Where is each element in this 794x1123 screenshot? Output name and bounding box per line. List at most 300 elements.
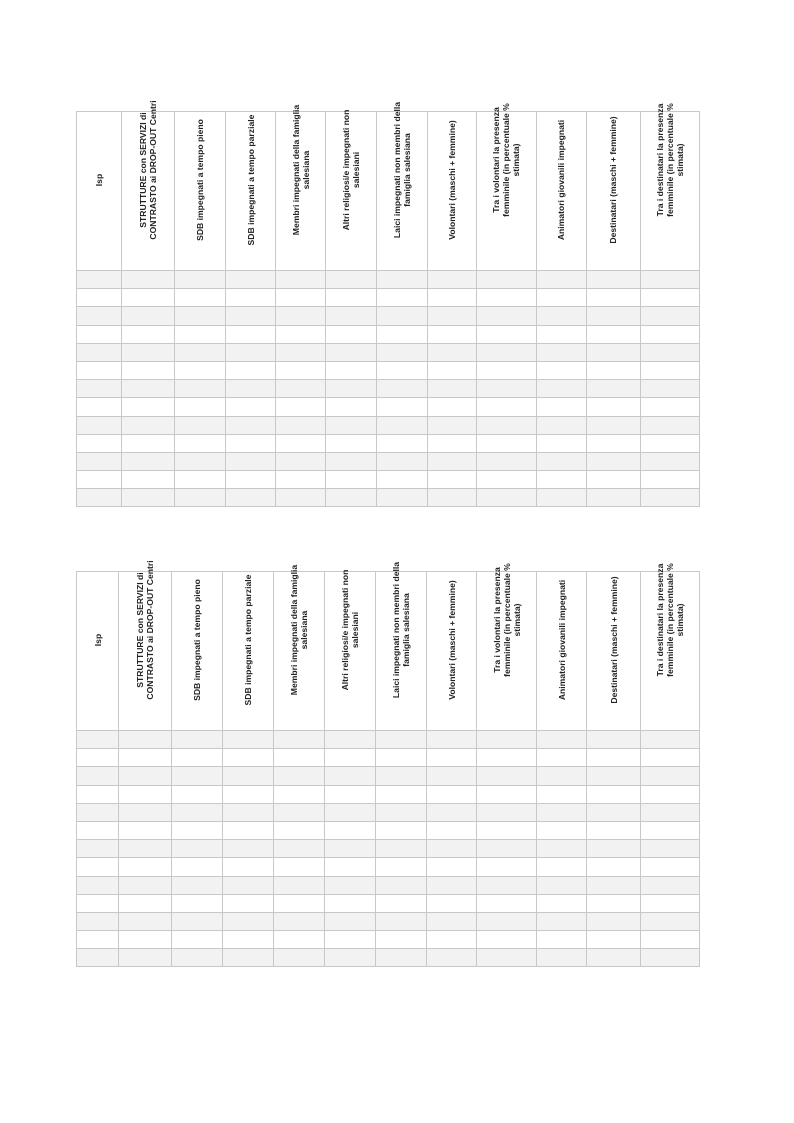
table-cell (119, 894, 172, 912)
table-cell (376, 749, 427, 767)
table-cell (587, 821, 641, 839)
table-cell (376, 821, 427, 839)
table-cell (427, 452, 476, 470)
table-cell (586, 380, 640, 398)
table-cell (274, 803, 325, 821)
column-header-label: Animatori giovanili impegnati (556, 119, 567, 241)
table-cell (172, 949, 223, 967)
table-cell (77, 380, 122, 398)
table-cell (476, 271, 536, 289)
table-row (77, 325, 700, 343)
table-cell (226, 325, 276, 343)
table-cell (122, 380, 175, 398)
table-cell (276, 489, 326, 507)
table-cell (427, 289, 476, 307)
column-header-label: Volontari (maschi + femmine) (446, 580, 457, 700)
table-cell (536, 325, 586, 343)
table-cell (640, 471, 699, 489)
table-cell (377, 398, 427, 416)
table-cell (536, 307, 586, 325)
table-cell (119, 876, 172, 894)
table-cell (427, 325, 476, 343)
table-cell (122, 271, 175, 289)
table-cell (586, 452, 640, 470)
table-cell (476, 398, 536, 416)
table-cell (276, 361, 326, 379)
table-cell (326, 289, 377, 307)
table-row (77, 840, 700, 858)
table-cell (640, 343, 699, 361)
table-cell (326, 416, 377, 434)
table-cell (536, 471, 586, 489)
column-header-label: STRUTTURE con SERVIZI di CONTRASTO ai DROP-OUT Centri (135, 560, 155, 700)
table-cell (377, 361, 427, 379)
column-header-label: Destinatari (maschi + femmine) (608, 576, 619, 704)
table-row (77, 731, 700, 749)
table-cell (77, 876, 119, 894)
table-cell (119, 931, 172, 949)
column-header-label: Tra i destinatari la presenza femminile (in percentuale % stimata) (654, 103, 685, 217)
table-cell (274, 767, 325, 785)
table-cell (477, 876, 537, 894)
table-cell (223, 785, 274, 803)
table-cell (536, 361, 586, 379)
table-cell (122, 416, 175, 434)
table-cell (175, 416, 226, 434)
table-cell (77, 731, 119, 749)
table-cell (274, 840, 325, 858)
table-cell (376, 785, 427, 803)
column-header (172, 572, 223, 731)
table-cell (274, 912, 325, 930)
table-cell (223, 894, 274, 912)
table-cell (274, 949, 325, 967)
table-cell (376, 931, 427, 949)
table-cell (377, 416, 427, 434)
table-row (77, 307, 700, 325)
column-header (427, 112, 476, 271)
table-cell (276, 271, 326, 289)
table-cell (326, 271, 377, 289)
column-header-label: Altri religiosi/e impegnati non salesiani (341, 109, 362, 231)
column-header-label: Tra i volontari la presenza femminile (in percentuale % stimata) (491, 103, 522, 217)
table-cell (477, 858, 537, 876)
column-header (586, 112, 640, 271)
table-cell (587, 894, 641, 912)
table-cell (427, 471, 476, 489)
column-header (223, 572, 274, 731)
table-cell (641, 840, 700, 858)
column-header (274, 564, 325, 731)
table-cell (77, 821, 119, 839)
table-cell (377, 471, 427, 489)
table-cell (640, 489, 699, 507)
table-cell (641, 876, 700, 894)
table-cell (175, 325, 226, 343)
table-cell (325, 785, 376, 803)
table-cell (587, 767, 641, 785)
table-cell (427, 416, 476, 434)
table-cell (276, 471, 326, 489)
table-cell (640, 289, 699, 307)
table-row (77, 343, 700, 361)
column-header-label: STRUTTURE con SERVIZI di CONTRASTO ai DROP-OUT Centri (138, 100, 159, 240)
table-cell (77, 271, 122, 289)
table-cell (477, 931, 537, 949)
table-cell (175, 271, 226, 289)
table-cell (326, 452, 377, 470)
table-cell (172, 894, 223, 912)
table-cell (476, 361, 536, 379)
table-cell (586, 398, 640, 416)
table-cell (175, 398, 226, 416)
table-cell (325, 894, 376, 912)
table-cell (223, 840, 274, 858)
table-cell (325, 821, 376, 839)
table-cell (326, 361, 377, 379)
table-cell (376, 949, 427, 967)
table-cell (175, 289, 226, 307)
table-cell (376, 858, 427, 876)
data-table-2 (76, 560, 700, 967)
table-cell (377, 489, 427, 507)
table-cell (274, 749, 325, 767)
table-cell (427, 271, 476, 289)
table-cell (536, 416, 586, 434)
table-cell (274, 894, 325, 912)
table-cell (77, 452, 122, 470)
table-cell (376, 840, 427, 858)
table-cell (325, 876, 376, 894)
table-cell (377, 452, 427, 470)
table-cell (122, 489, 175, 507)
table-cell (226, 398, 276, 416)
table-cell (377, 325, 427, 343)
table-cell (427, 949, 477, 967)
table-cell (476, 489, 536, 507)
table-cell (122, 361, 175, 379)
table-cell (641, 949, 700, 967)
table-row (77, 380, 700, 398)
table-cell (326, 489, 377, 507)
table-cell (119, 749, 172, 767)
table-cell (427, 749, 477, 767)
table-cell (326, 307, 377, 325)
table-cell (476, 380, 536, 398)
column-header (119, 560, 172, 731)
table-cell (537, 894, 587, 912)
table-cell (640, 271, 699, 289)
column-header (122, 100, 175, 271)
column-header-label: SDB impegnati a tempo parziale (245, 114, 256, 246)
table-cell (325, 803, 376, 821)
table-cell (476, 343, 536, 361)
table-cell (587, 840, 641, 858)
data-table-1 (76, 100, 700, 507)
column-header (640, 103, 699, 271)
table-cell (427, 398, 476, 416)
table-cell (226, 434, 276, 452)
table-cell (119, 767, 172, 785)
table-cell (640, 434, 699, 452)
column-header (537, 572, 587, 731)
table-cell (536, 380, 586, 398)
table-cell (641, 931, 700, 949)
table-cell (122, 325, 175, 343)
table-cell (77, 416, 122, 434)
table-cell (640, 380, 699, 398)
table-cell (325, 912, 376, 930)
table-cell (325, 931, 376, 949)
table-cell (276, 307, 326, 325)
table-cell (537, 821, 587, 839)
column-header-label: Altri religiosi/e impegnati non salesiani (340, 569, 360, 691)
table-cell (427, 912, 477, 930)
table-cell (122, 471, 175, 489)
column-header (175, 112, 226, 271)
table-cell (427, 803, 477, 821)
table-cell (586, 416, 640, 434)
table-cell (77, 289, 122, 307)
header-row (77, 112, 700, 271)
table-cell (274, 821, 325, 839)
table-cell (376, 894, 427, 912)
table-cell (427, 821, 477, 839)
table-cell (175, 307, 226, 325)
table-cell (537, 785, 587, 803)
table-cell (276, 380, 326, 398)
table-cell (175, 434, 226, 452)
table-cell (172, 876, 223, 894)
column-header (476, 103, 536, 271)
table-cell (77, 894, 119, 912)
table-cell (477, 731, 537, 749)
table-cell (326, 325, 377, 343)
table-row (77, 785, 700, 803)
table-cell (537, 840, 587, 858)
table-cell (476, 434, 536, 452)
table-cell (226, 471, 276, 489)
table-cell (77, 931, 119, 949)
table-cell (641, 894, 700, 912)
table-cell (172, 840, 223, 858)
table-cell (276, 289, 326, 307)
table-cell (223, 858, 274, 876)
table-row (77, 821, 700, 839)
column-header-label: Isp (92, 633, 103, 647)
column-header (477, 563, 537, 731)
table-cell (223, 749, 274, 767)
table-cell (477, 912, 537, 930)
table-cell (476, 307, 536, 325)
table-cell (376, 767, 427, 785)
table-cell (326, 380, 377, 398)
header-row (77, 572, 700, 731)
table-cell (537, 876, 587, 894)
table-cell (119, 785, 172, 803)
table-cell (477, 749, 537, 767)
table-cell (223, 731, 274, 749)
column-header-label: SDB impegnati a tempo pieno (195, 119, 206, 241)
table-row (77, 471, 700, 489)
table-row (77, 434, 700, 452)
table-cell (377, 289, 427, 307)
table-cell (119, 840, 172, 858)
table-cell (477, 803, 537, 821)
column-header-label: Tra i destinatari la presenza femminile (in percentuale % stimata) (655, 563, 685, 677)
table-cell (276, 343, 326, 361)
table-cell (427, 840, 477, 858)
table-cell (223, 876, 274, 894)
column-header-label: Laici impegnati non membri della famiglia salesiana (391, 101, 412, 239)
table-cell (427, 489, 476, 507)
table-cell (586, 434, 640, 452)
table-cell (477, 894, 537, 912)
table-cell (586, 271, 640, 289)
table-cell (77, 803, 119, 821)
table-cell (427, 894, 477, 912)
table-cell (587, 858, 641, 876)
table-cell (223, 803, 274, 821)
table-cell (641, 785, 700, 803)
table-cell (119, 731, 172, 749)
table-cell (586, 489, 640, 507)
table-cell (476, 452, 536, 470)
table-cell (640, 416, 699, 434)
table-cell (477, 949, 537, 967)
column-header (325, 569, 376, 731)
table-cell (223, 931, 274, 949)
table-cell (77, 949, 119, 967)
table-cell (427, 785, 477, 803)
table-cell (276, 398, 326, 416)
table-cell (122, 452, 175, 470)
table-cell (476, 471, 536, 489)
table-cell (376, 876, 427, 894)
table-cell (226, 343, 276, 361)
table-cell (276, 416, 326, 434)
table-cell (537, 912, 587, 930)
table-cell (77, 343, 122, 361)
table-cell (641, 803, 700, 821)
table-cell (175, 380, 226, 398)
table-cell (223, 912, 274, 930)
table-row (77, 361, 700, 379)
table-cell (226, 289, 276, 307)
table-cell (640, 307, 699, 325)
column-header (377, 101, 427, 271)
table-row (77, 489, 700, 507)
table-cell (376, 803, 427, 821)
column-header-label: Membri impegnati della famiglia salesiana (290, 104, 311, 236)
table-cell (226, 307, 276, 325)
table-cell (119, 949, 172, 967)
table-cell (122, 307, 175, 325)
table-cell (376, 731, 427, 749)
table-cell (641, 821, 700, 839)
column-header-label: SDB impegnati a tempo parziale (243, 574, 253, 706)
table-row (77, 949, 700, 967)
table-cell (223, 821, 274, 839)
table-cell (226, 452, 276, 470)
table-cell (77, 471, 122, 489)
table-row (77, 858, 700, 876)
table-cell (427, 767, 477, 785)
table-cell (536, 289, 586, 307)
table-cell (77, 489, 122, 507)
table-cell (427, 434, 476, 452)
table-cell (477, 785, 537, 803)
column-header (536, 112, 586, 271)
table-cell (172, 785, 223, 803)
table-cell (175, 343, 226, 361)
table-cell (640, 325, 699, 343)
table-cell (376, 912, 427, 930)
column-header (326, 109, 377, 271)
table-row (77, 803, 700, 821)
table-cell (587, 749, 641, 767)
table-cell (122, 434, 175, 452)
table-cell (276, 434, 326, 452)
table-cell (326, 471, 377, 489)
table-cell (536, 398, 586, 416)
table-cell (175, 452, 226, 470)
table-cell (586, 289, 640, 307)
table-cell (536, 343, 586, 361)
table-cell (172, 749, 223, 767)
column-header-label: Isp (94, 173, 105, 187)
table-cell (537, 931, 587, 949)
column-header (226, 112, 276, 271)
table-cell (427, 731, 477, 749)
table-cell (641, 749, 700, 767)
table-cell (586, 325, 640, 343)
table-cell (325, 858, 376, 876)
table-cell (226, 416, 276, 434)
table-cell (536, 489, 586, 507)
table-cell (587, 785, 641, 803)
table-cell (77, 858, 119, 876)
table-cell (276, 325, 326, 343)
table-cell (77, 398, 122, 416)
table-cell (325, 731, 376, 749)
table-cell (640, 361, 699, 379)
table-row (77, 912, 700, 930)
table-cell (77, 307, 122, 325)
table-cell (640, 398, 699, 416)
table-cell (77, 767, 119, 785)
table-row (77, 767, 700, 785)
table-cell (326, 343, 377, 361)
table-cell (223, 767, 274, 785)
column-header-label: Destinatari (maschi + femmine) (608, 116, 619, 244)
table-cell (586, 361, 640, 379)
table-cell (119, 858, 172, 876)
table-row (77, 876, 700, 894)
table-cell (427, 876, 477, 894)
table-cell (274, 876, 325, 894)
table-cell (122, 343, 175, 361)
table-cell (77, 749, 119, 767)
table-cell (172, 821, 223, 839)
table-cell (77, 785, 119, 803)
table-cell (377, 434, 427, 452)
table-cell (586, 471, 640, 489)
table-cell (537, 949, 587, 967)
table-cell (641, 767, 700, 785)
table-cell (537, 749, 587, 767)
table-cell (537, 858, 587, 876)
